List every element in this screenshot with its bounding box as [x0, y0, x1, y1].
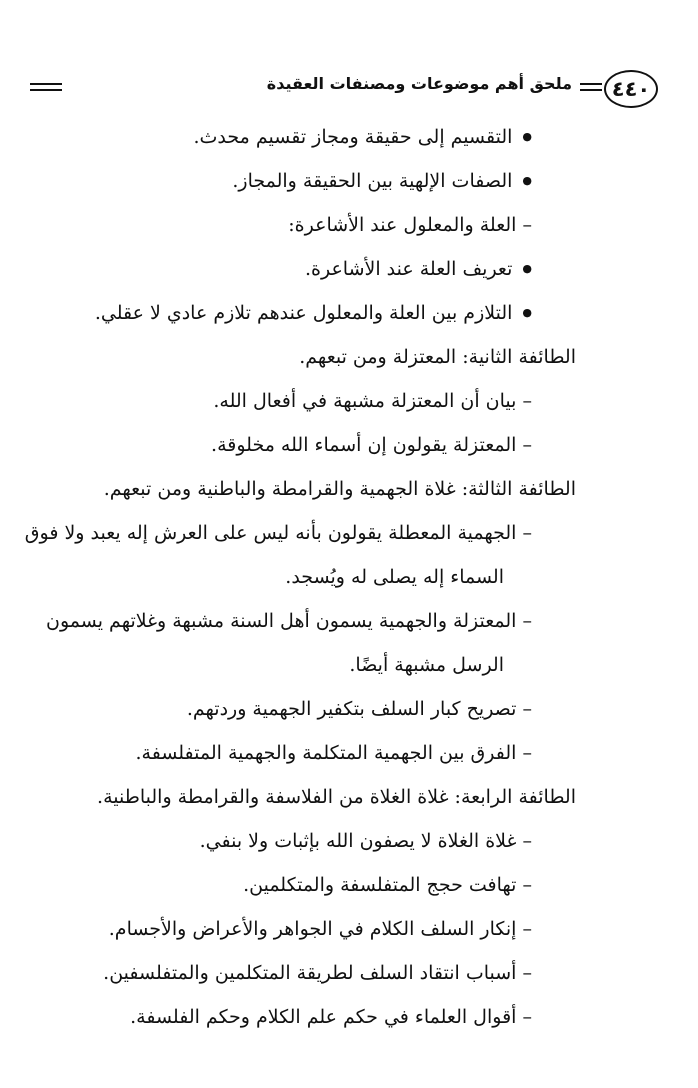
dash-item: – الفرق بين الجهمية المتكلمة والجهمية المتفلسفة. [135, 742, 532, 764]
dash-item: – تهافت حجج المتفلسفة والمتكلمين. [243, 874, 532, 896]
dash-item: – إنكار السلف الكلام في الجواهر والأعراض والأجسام. [109, 918, 532, 940]
bullet-item: ● تعريف العلة عند الأشاعرة. [305, 258, 532, 280]
section-heading: الطائفة الثانية: المعتزلة ومن تبعهم. [299, 346, 576, 368]
dash-item: – أقوال العلماء في حكم علم الكلام وحكم الفلسفة. [130, 1006, 532, 1028]
bullet-item: ● الصفات الإلهية بين الحقيقة والمجاز. [232, 170, 532, 192]
bullet-item: ● التقسيم إلى حقيقة ومجاز تقسيم محدث. [194, 126, 533, 148]
header-rule [580, 83, 602, 91]
section-heading: الطائفة الرابعة: غلاة الغلاة من الفلاسفة والقرامطة والباطنية. [97, 786, 576, 808]
section-heading: الطائفة الثالثة: غلاة الجهمية والقرامطة والباطنية ومن تبعهم. [103, 478, 576, 500]
dash-item: – بيان أن المعتزلة مشبهة في أفعال الله. [213, 390, 532, 412]
dash-item: – تصريح كبار السلف بتكفير الجهمية وردتهم. [187, 698, 532, 720]
running-title: ملحق أهم موضوعات ومصنفات العقيدة [266, 74, 572, 93]
bullet-item: ● التلازم بين العلة والمعلول عندهم تلازم عادي لا عقلي. [95, 302, 532, 324]
header-rule [30, 83, 62, 91]
continuation-line: الرسل مشبهة أيضًا. [349, 654, 504, 676]
dash-item: – المعتزلة يقولون إن أسماء الله مخلوقة. [211, 434, 532, 456]
dash-item: – الجهمية المعطلة يقولون بأنه ليس على العرش إله يعبد ولا فوق [25, 522, 532, 544]
page-number: ٤٤٠ [604, 70, 658, 108]
dash-item: – العلة والمعلول عند الأشاعرة: [288, 214, 532, 236]
dash-item: – المعتزلة والجهمية يسمون أهل السنة مشبهة وغلاتهم يسمون [46, 610, 532, 632]
dash-item: – أسباب انتقاد السلف لطريقة المتكلمين والمتفلسفين. [103, 962, 532, 984]
continuation-line: السماء إله يصلى له ويُسجد. [285, 566, 504, 588]
running-header [30, 68, 658, 108]
dash-item: – غلاة الغلاة لا يصفون الله بإثبات ولا بنفي. [200, 830, 532, 852]
